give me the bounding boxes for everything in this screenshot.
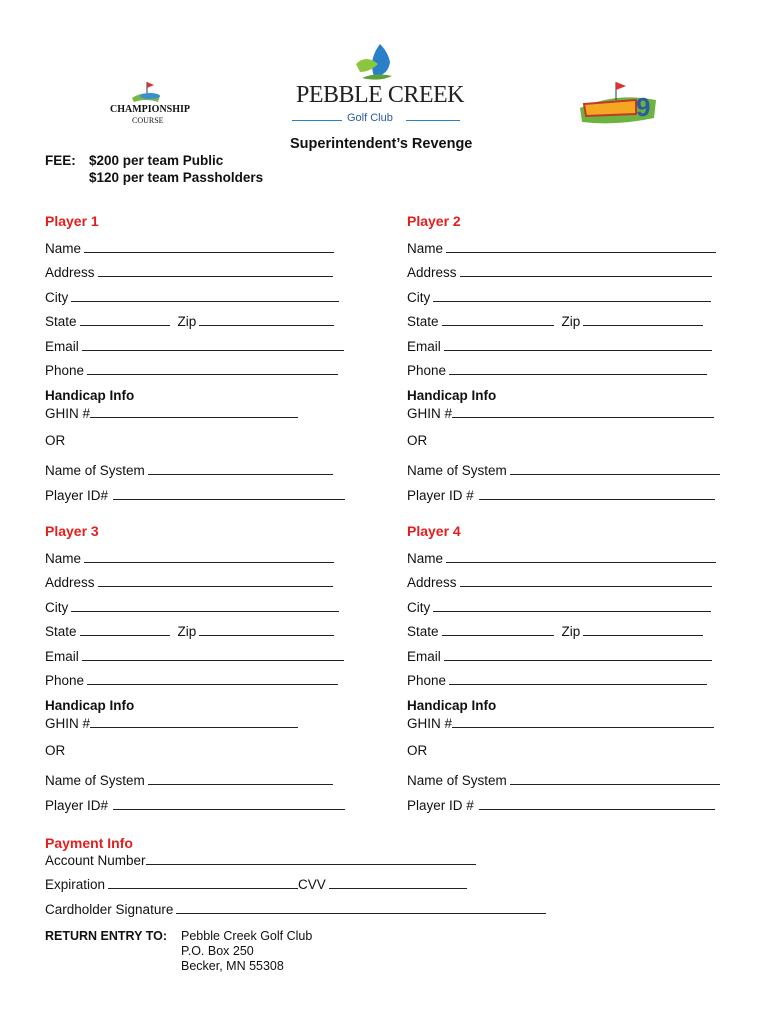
player-4-id-label: Player ID # <box>407 798 474 813</box>
player-2-city-field[interactable] <box>407 289 711 305</box>
player-3-address-label: Address <box>45 575 95 590</box>
player-2-handicap-heading: Handicap Info <box>407 388 497 403</box>
signature-field[interactable] <box>45 901 546 917</box>
player-2-state-field[interactable] <box>407 313 703 329</box>
player-1-email-field[interactable] <box>45 338 344 354</box>
player-4-city-line[interactable] <box>433 599 711 612</box>
player-3-system-label: Name of System <box>45 773 145 788</box>
player-2-city-line[interactable] <box>433 289 711 302</box>
player-1-id-label: Player ID# <box>45 488 109 503</box>
player-1-state-field[interactable] <box>45 313 334 329</box>
player-1-system-line[interactable] <box>148 462 333 475</box>
player-1-name-label: Name <box>45 241 82 256</box>
player-4-system-label: Name of System <box>407 773 507 788</box>
player-4-id-line[interactable] <box>479 797 715 810</box>
player-1-address-label: Address <box>45 265 95 280</box>
player-1-system-label: Name of System <box>45 463 145 478</box>
player-4-phone-line[interactable] <box>449 672 707 685</box>
golf-club-text: Golf Club <box>347 112 393 124</box>
player-3-name-field[interactable] <box>45 550 334 566</box>
player-4-address-field[interactable] <box>407 574 712 590</box>
player-3-zip-label: Zip <box>177 624 197 639</box>
player-1-zip-line[interactable] <box>199 313 334 326</box>
player-2-email-field[interactable] <box>407 338 712 354</box>
player-2-city-label: City <box>407 290 431 305</box>
player-1-state-line[interactable] <box>80 313 170 326</box>
player-1-zip-label: Zip <box>177 314 197 329</box>
player-1-ghin-label: GHIN # <box>45 406 91 421</box>
account-number-field[interactable] <box>45 852 476 868</box>
return-line1: Pebble Creek Golf Club <box>181 929 313 943</box>
player-1-phone-label: Phone <box>45 363 85 378</box>
player-3-name-line[interactable] <box>84 550 334 563</box>
player-2-system-field[interactable] <box>407 462 720 478</box>
player-4-name-label: Name <box>407 551 444 566</box>
player-2-id-label: Player ID # <box>407 488 474 503</box>
player-1-system-field[interactable] <box>45 462 333 478</box>
fee-passholders: $120 per team Passholders <box>89 170 264 185</box>
player-1-heading: Player 1 <box>45 213 99 229</box>
return-line3: Becker, MN 55308 <box>181 959 284 973</box>
player-4-city-label: City <box>407 600 431 615</box>
cvv-label: CVV <box>298 877 326 892</box>
player-1-city-line[interactable] <box>71 289 339 302</box>
player-1-name-field[interactable] <box>45 240 334 256</box>
player-2-name-line[interactable] <box>446 240 716 253</box>
player-4-phone-label: Phone <box>407 673 447 688</box>
player-3-phone-line[interactable] <box>87 672 338 685</box>
signature-label: Cardholder Signature <box>45 902 174 917</box>
player-3-zip-line[interactable] <box>199 623 334 636</box>
player-2-phone-field[interactable] <box>407 362 707 378</box>
player-3-system-field[interactable] <box>45 772 333 788</box>
player-4-phone-field[interactable] <box>407 672 707 688</box>
player-3-ghin-field[interactable] <box>45 715 298 731</box>
player-1-address-field[interactable] <box>45 264 333 280</box>
player-4-state-line[interactable] <box>442 623 554 636</box>
nine-text: 9 <box>636 92 651 122</box>
player-2-state-line[interactable] <box>442 313 554 326</box>
pebble-creek-wordmark: PEBBLE CREEK <box>296 82 465 108</box>
player-1-city-label: City <box>45 290 69 305</box>
player-2-phone-line[interactable] <box>449 362 707 375</box>
nine-hole-logo <box>576 78 660 128</box>
player-1-city-field[interactable] <box>45 289 339 305</box>
player-3-ghin-line[interactable] <box>90 715 298 728</box>
player-2-zip-line[interactable] <box>583 313 703 326</box>
expiration-line[interactable] <box>108 876 298 889</box>
championship-text: CHAMPIONSHIP <box>110 104 190 115</box>
player-4-address-line[interactable] <box>460 574 712 587</box>
player-4-name-line[interactable] <box>446 550 716 563</box>
player-3-state-label: State <box>45 624 77 639</box>
player-2-id-line[interactable] <box>479 487 715 500</box>
cvv-line[interactable] <box>329 876 467 889</box>
player-4-address-label: Address <box>407 575 457 590</box>
course-text: COURSE <box>132 116 164 125</box>
championship-course-logo <box>102 76 190 128</box>
player-2-address-field[interactable] <box>407 264 712 280</box>
player-4-email-field[interactable] <box>407 648 712 664</box>
form-title: Superintendent’s Revenge <box>290 136 473 152</box>
player-3-phone-label: Phone <box>45 673 85 688</box>
pebble-creek-logo <box>292 42 464 128</box>
expiration-label: Expiration <box>45 877 106 892</box>
payment-heading: Payment Info <box>45 835 133 851</box>
player-1-ghin-line[interactable] <box>90 405 298 418</box>
player-2-id-field[interactable] <box>407 487 715 503</box>
player-4-name-field[interactable] <box>407 550 716 566</box>
player-3-email-line[interactable] <box>82 648 344 661</box>
player-1-ghin-field[interactable] <box>45 405 298 421</box>
player-3-address-line[interactable] <box>98 574 333 587</box>
player-1-id-field[interactable] <box>45 487 345 503</box>
player-3-id-label: Player ID# <box>45 798 109 813</box>
return-label: RETURN ENTRY TO: <box>45 929 167 943</box>
player-1-name-line[interactable] <box>84 240 334 253</box>
player-2-heading: Player 2 <box>407 213 461 229</box>
player-4-zip-label: Zip <box>561 624 581 639</box>
player-3-city-label: City <box>45 600 69 615</box>
player-4-ghin-line[interactable] <box>452 715 714 728</box>
expiration-field[interactable] <box>45 876 467 892</box>
player-2-email-label: Email <box>407 339 441 354</box>
player-3-city-line[interactable] <box>71 599 339 612</box>
player-4-city-field[interactable] <box>407 599 711 615</box>
player-3-handicap-heading: Handicap Info <box>45 698 135 713</box>
player-4-state-label: State <box>407 624 439 639</box>
player-2-zip-label: Zip <box>561 314 581 329</box>
player-3-id-field[interactable] <box>45 797 345 813</box>
player-1-email-line[interactable] <box>82 338 344 351</box>
player-1-address-line[interactable] <box>98 264 333 277</box>
player-1-phone-line[interactable] <box>87 362 338 375</box>
player-3-city-field[interactable] <box>45 599 339 615</box>
player-2-phone-label: Phone <box>407 363 447 378</box>
player-3-heading: Player 3 <box>45 523 99 539</box>
fee-label: FEE: <box>45 153 76 168</box>
player-3-phone-field[interactable] <box>45 672 338 688</box>
player-4-email-label: Email <box>407 649 441 664</box>
player-4-id-field[interactable] <box>407 797 715 813</box>
player-2-system-line[interactable] <box>510 462 720 475</box>
player-2-address-label: Address <box>407 265 457 280</box>
player-3-email-label: Email <box>45 649 79 664</box>
player-2-ghin-line[interactable] <box>452 405 714 418</box>
player-4-heading: Player 4 <box>407 523 461 539</box>
return-line2: P.O. Box 250 <box>181 944 254 958</box>
player-1-id-line[interactable] <box>113 487 345 500</box>
player-3-state-field[interactable] <box>45 623 334 639</box>
player-2-ghin-label: GHIN # <box>407 406 453 421</box>
player-4-zip-line[interactable] <box>583 623 703 636</box>
player-4-system-field[interactable] <box>407 772 720 788</box>
player-3-system-line[interactable] <box>148 772 333 785</box>
player-3-or-text: OR <box>45 743 66 758</box>
player-3-id-line[interactable] <box>113 797 345 810</box>
player-3-name-label: Name <box>45 551 82 566</box>
player-4-handicap-heading: Handicap Info <box>407 698 497 713</box>
player-2-ghin-field[interactable] <box>407 405 714 421</box>
player-1-handicap-heading: Handicap Info <box>45 388 135 403</box>
fee-public: $200 per team Public <box>89 153 224 168</box>
player-2-or-text: OR <box>407 433 428 448</box>
player-3-email-field[interactable] <box>45 648 344 664</box>
signature-line[interactable] <box>176 901 546 914</box>
player-2-address-line[interactable] <box>460 264 712 277</box>
player-2-state-label: State <box>407 314 439 329</box>
player-3-ghin-label: GHIN # <box>45 716 91 731</box>
player-4-email-line[interactable] <box>444 648 712 661</box>
player-2-name-label: Name <box>407 241 444 256</box>
player-1-phone-field[interactable] <box>45 362 338 378</box>
player-3-state-line[interactable] <box>80 623 170 636</box>
player-1-state-label: State <box>45 314 77 329</box>
player-2-system-label: Name of System <box>407 463 507 478</box>
account-number-label: Account Number <box>45 853 146 868</box>
player-1-email-label: Email <box>45 339 79 354</box>
account-number-line[interactable] <box>146 852 476 865</box>
player-4-ghin-label: GHIN # <box>407 716 453 731</box>
player-1-or-text: OR <box>45 433 66 448</box>
player-3-address-field[interactable] <box>45 574 333 590</box>
player-4-state-field[interactable] <box>407 623 703 639</box>
player-4-ghin-field[interactable] <box>407 715 714 731</box>
player-2-name-field[interactable] <box>407 240 716 256</box>
player-4-or-text: OR <box>407 743 428 758</box>
player-2-email-line[interactable] <box>444 338 712 351</box>
player-4-system-line[interactable] <box>510 772 720 785</box>
